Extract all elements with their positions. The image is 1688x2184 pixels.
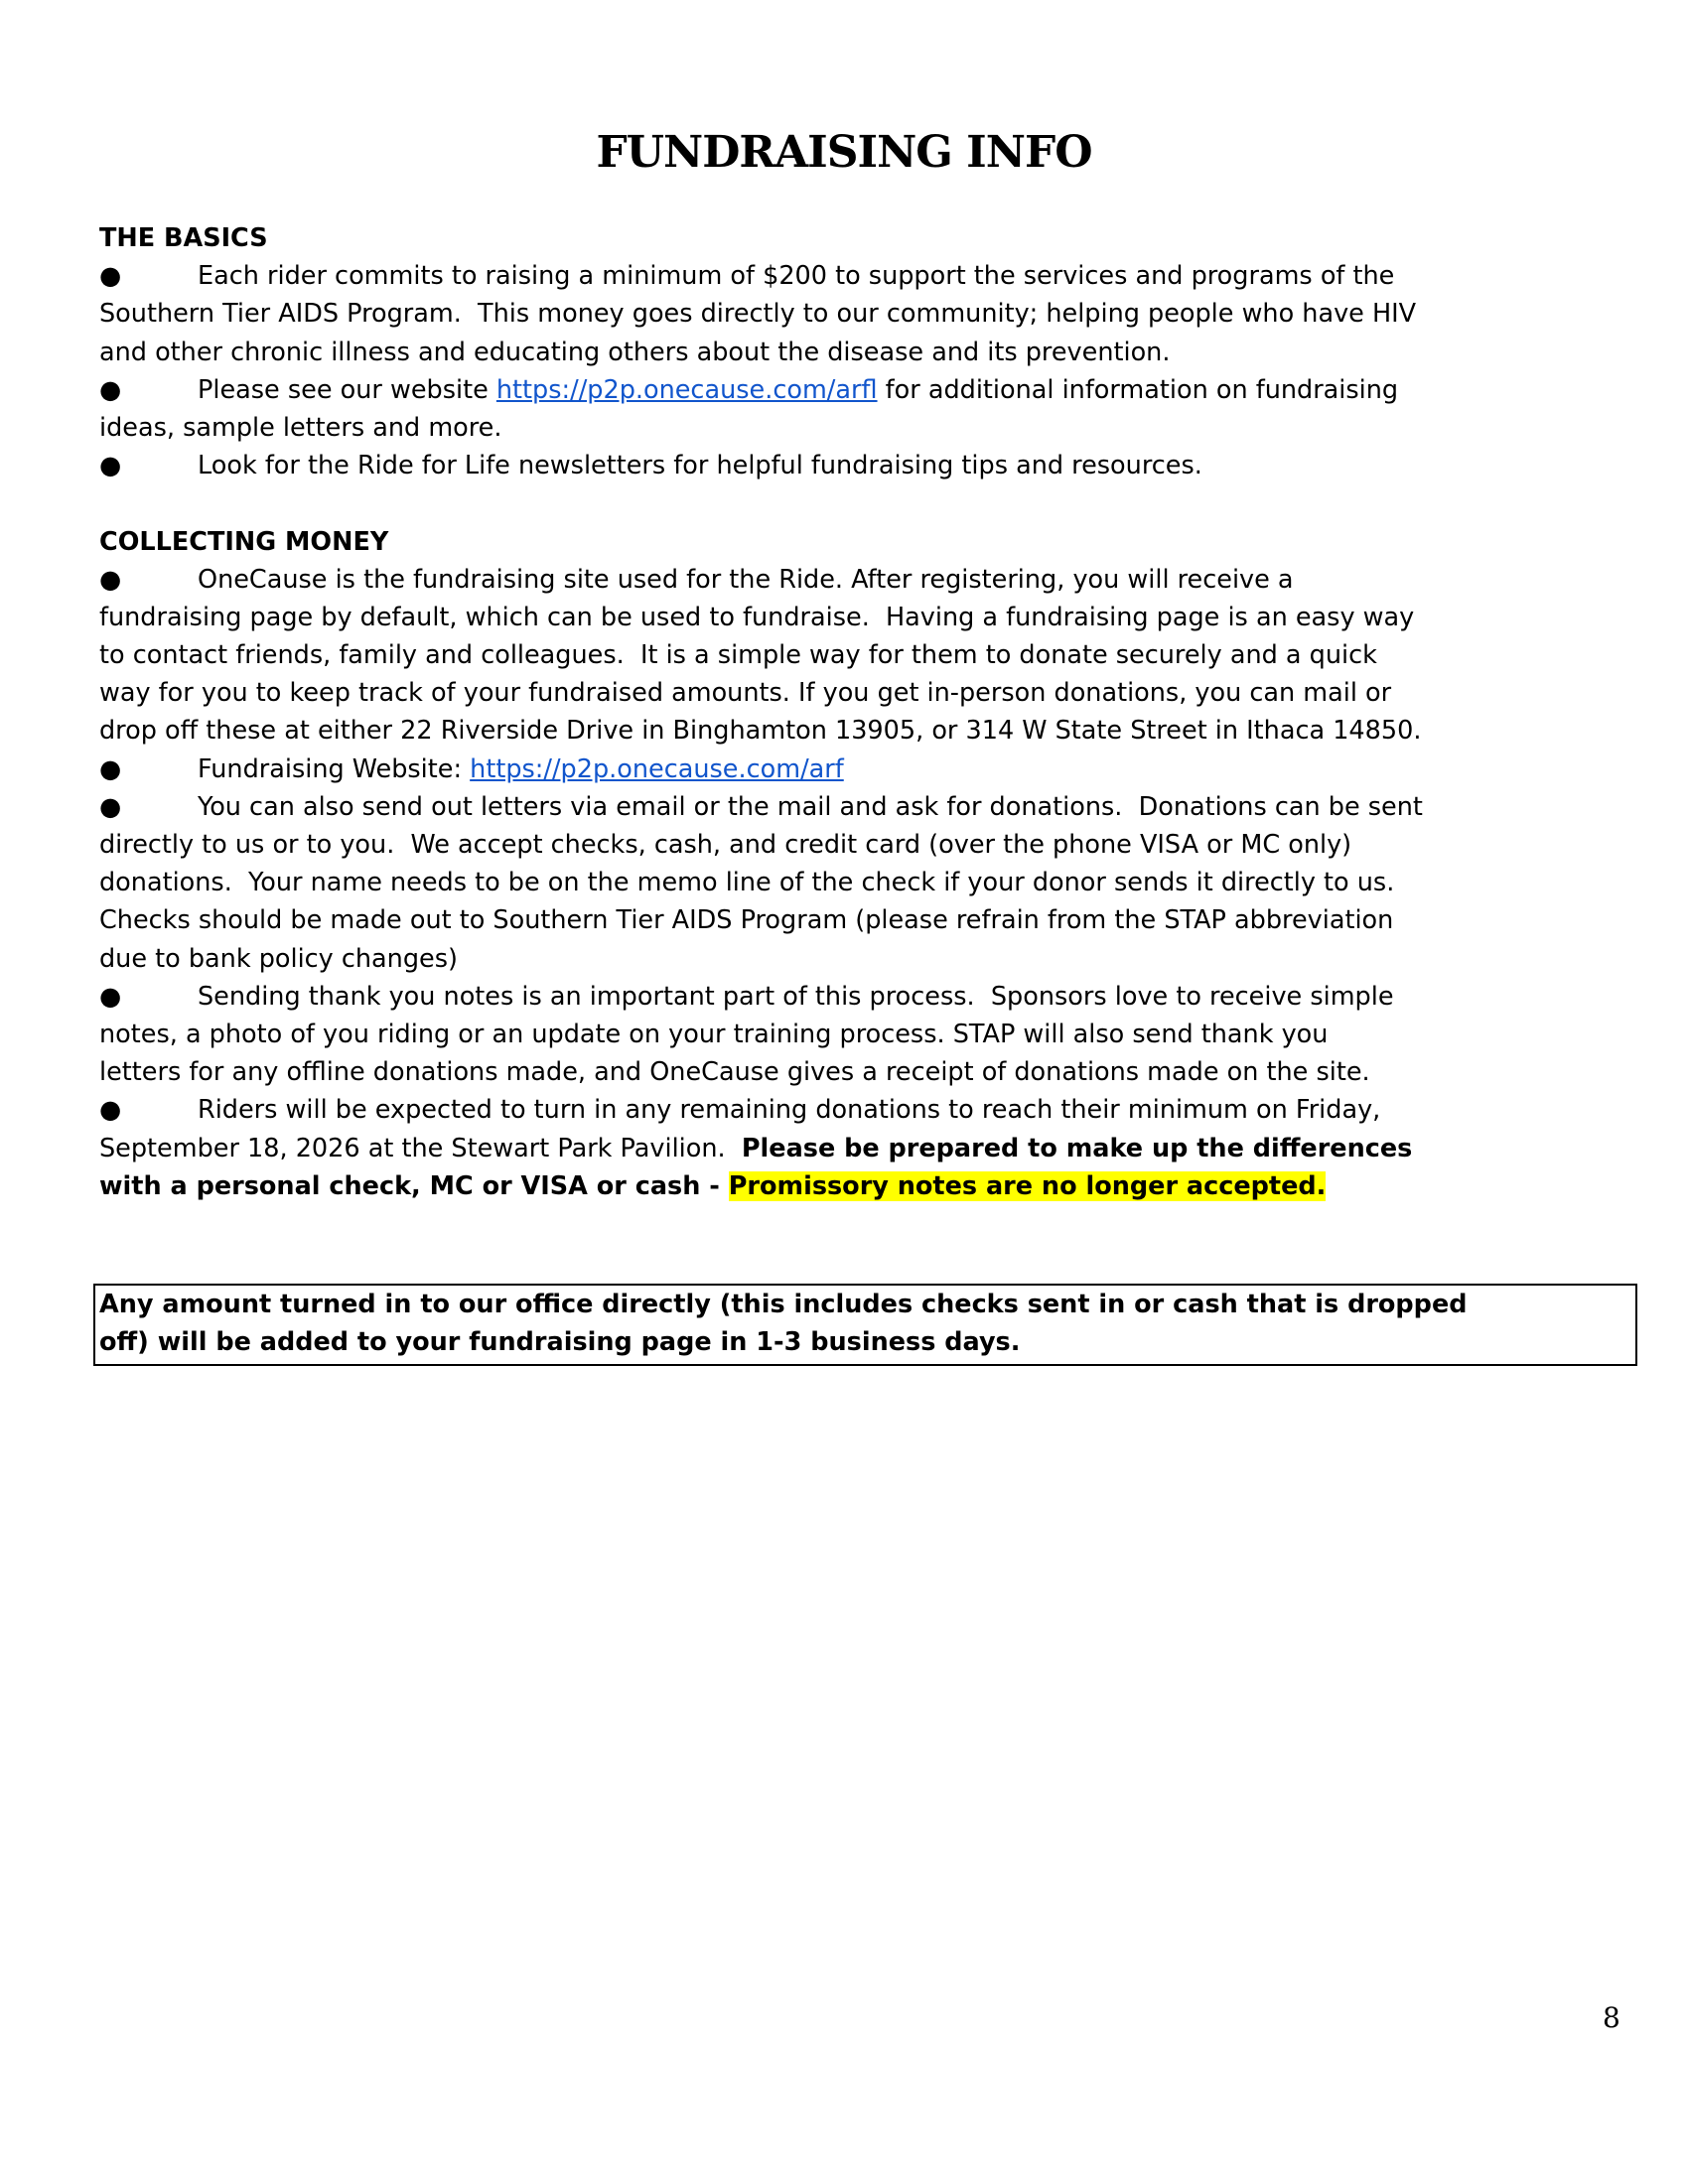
bullet-icon: ●: [99, 791, 122, 822]
bullet-item: [99, 788, 1628, 826]
text: fundraising page by default, which can be used to fundraise. Having a fundraising page is an easy way: [99, 602, 1415, 632]
text: notes, a photo of you riding or an update on your training process. STAP will also send thank you: [99, 1019, 1329, 1049]
text: Each rider commits to raising a minimum of $200 to support the services and programs of the: [198, 261, 1395, 292]
text: letters for any offline donations made, and OneCause gives a receipt of donations made on the site.: [99, 1057, 1370, 1088]
text: September 18, 2026 at the Stewart Park Pavilion.: [99, 1133, 742, 1163]
section-heading-basics: THE BASICS: [99, 223, 268, 253]
page-title: FUNDRAISING INFO: [596, 127, 1092, 178]
text: way for you to keep track of your fundraised amounts. If you get in-person donations, you can mail or: [99, 678, 1392, 709]
text: Sending thank you notes is an important part of this process. Sponsors love to receive simple: [198, 981, 1394, 1012]
text: off) will be added to your fundraising page in 1-3 business days.: [99, 1327, 1021, 1358]
bullet-item: [99, 1091, 1628, 1129]
bullet-icon: ●: [99, 753, 122, 784]
text: to contact friends, family and colleagues. It is a simple way for them to donate securely and a quick: [99, 640, 1377, 671]
document-body: [99, 219, 1628, 1205]
text: for additional information on fundraising: [877, 374, 1399, 405]
text: and other chronic illness and educating others about the disease and its prevention.: [99, 337, 1171, 367]
bullet-item: [99, 751, 1628, 788]
text: drop off these at either 22 Riverside Drive in Binghamton 13905, or 314 W State Street in Ithaca 14850.: [99, 716, 1422, 747]
text: donations. Your name needs to be on the memo line of the check if your donor sends it directly to us.: [99, 868, 1395, 898]
text: Any amount turned in to our office directly (this includes checks sent in or cash that is dropped: [99, 1290, 1468, 1319]
section-heading-collecting: COLLECTING MONEY: [99, 526, 389, 557]
bullet-item: [99, 447, 1628, 484]
bullet-icon: ●: [99, 564, 122, 595]
text: Checks should be made out to Southern Tier AIDS Program (please refrain from the STAP abbreviation: [99, 905, 1394, 936]
text: Look for the Ride for Life newsletters for helpful fundraising tips and resources.: [198, 451, 1202, 481]
bullet-item: [99, 371, 1628, 409]
text-line: [99, 1130, 1628, 1167]
text: Southern Tier AIDS Program. This money goes directly to our community; helping people who have HIV: [99, 299, 1417, 330]
spacer: [99, 484, 1628, 522]
bullet-icon: ●: [99, 261, 122, 292]
bold-text: Please be prepared to make up the differences: [741, 1133, 1413, 1163]
text: directly to us or to you. We accept checks, cash, and credit card (over the phone VISA or MC only): [99, 830, 1352, 860]
page-number: 8: [1603, 2001, 1620, 2034]
text: OneCause is the fundraising site used for the Ride. After registering, you will receive a: [198, 564, 1294, 595]
bullet-item: [99, 257, 1628, 295]
fundraising-website-link[interactable]: https://p2p.onecause.com/arf: [470, 753, 844, 784]
notice-box: [93, 1284, 1637, 1366]
text: Fundraising Website:: [198, 753, 471, 784]
text: Riders will be expected to turn in any remaining donations to reach their minimum on Friday,: [198, 1095, 1381, 1126]
highlighted-notice: Promissory notes are no longer accepted.: [728, 1170, 1327, 1201]
bullet-item: [99, 978, 1628, 1016]
text: Please see our website: [198, 374, 496, 405]
bullet-icon: ●: [99, 981, 122, 1012]
text-line: [99, 1167, 1628, 1205]
bullet-icon: ●: [99, 451, 122, 481]
text: due to bank policy changes): [99, 943, 458, 974]
text: ideas, sample letters and more.: [99, 412, 502, 443]
bullet-icon: ●: [99, 374, 122, 405]
website-link[interactable]: https://p2p.onecause.com/arfl: [495, 374, 878, 405]
bullet-icon: ●: [99, 1095, 122, 1126]
bullet-item: [99, 561, 1628, 599]
bold-text: with a personal check, MC or VISA or cash -: [99, 1170, 729, 1201]
text: You can also send out letters via email or the mail and ask for donations. Donations can be sent: [198, 791, 1423, 822]
